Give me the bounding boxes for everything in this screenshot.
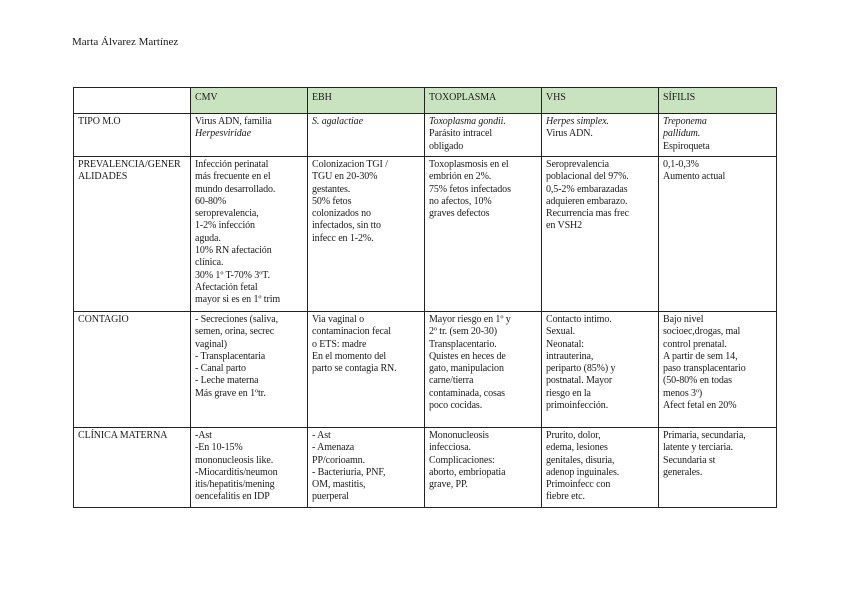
cell-prevalencia-cmv	[191, 157, 308, 312]
cell-line: Quistes en heces de	[429, 350, 506, 362]
cell-line: Contacto intimo.	[546, 314, 612, 325]
cell-line: S. agalactiae	[312, 116, 363, 127]
cell-contagio-vhs	[542, 312, 659, 428]
cell-line: Via vaginal o	[312, 314, 364, 325]
cell-line: En el momento del	[312, 350, 387, 362]
cell-line: mononucleosis like.	[195, 454, 274, 466]
cell-line: 0,5-2% embarazadas	[546, 183, 628, 195]
cell-line: menos 3º)	[663, 387, 703, 399]
cell-line: obligado	[429, 140, 464, 152]
cell-line: itis/hepatitis/mening	[195, 479, 275, 491]
cell-line: OM, mastitis,	[312, 479, 366, 491]
cell-tipo-mo-ebh	[308, 114, 425, 157]
cell-line: Mayor riesgo en 1º y	[429, 314, 511, 325]
cell-line: más frecuente en el	[195, 171, 271, 183]
cell-line: Toxoplasma gondii.	[429, 116, 506, 127]
cell-line: Secundaria st	[663, 454, 716, 466]
cell-line: Primoinfecc con	[546, 479, 611, 491]
cell-line: gestantes.	[312, 183, 351, 195]
cell-line: riesgo en la	[546, 387, 591, 399]
cell-line: 50% fetos	[312, 195, 352, 207]
cell-line: - Transplacentaria	[195, 350, 266, 362]
cell-line: pallidum.	[663, 128, 701, 140]
cell-line: -Miocarditis/neumon	[195, 466, 278, 478]
cell-tipo-mo-cmv	[191, 114, 308, 157]
cell-contagio-sifilis	[659, 312, 777, 428]
cell-line: infecc en 1-2%.	[312, 232, 374, 244]
cell-line: 1-2% infección	[195, 220, 255, 232]
cell-clinica-materna-toxoplasma	[425, 428, 542, 508]
column-header-vhs: VHS	[542, 88, 659, 114]
cell-line: Toxoplasmosis en el	[429, 159, 509, 170]
cell-line: latente y terciaria.	[663, 442, 733, 454]
cell-line: Treponema	[663, 116, 707, 127]
cell-line: postnatal. Mayor	[546, 375, 613, 387]
cell-line: - Bacteriuria, PNF,	[312, 466, 386, 478]
cell-line: - Amenaza	[312, 442, 355, 454]
cell-line: gato, manipulacion	[429, 363, 504, 375]
cell-line: generales.	[663, 466, 703, 478]
cell-line: poco cocidas.	[429, 400, 483, 412]
cell-line: TGU en 20-30%	[312, 171, 378, 183]
cell-line: Más grave en 1ºtr.	[195, 387, 266, 399]
cell-line: Neonatal:	[546, 338, 584, 350]
cell-line: embrión en 2%.	[429, 171, 492, 183]
cell-line: Virus ADN, familia	[195, 116, 272, 127]
row-header-prevalencia: PREVALENCIA/GENERALIDADES	[74, 157, 191, 312]
cell-line: fiebre etc.	[546, 491, 585, 503]
cell-line: Herpesviridae	[195, 128, 251, 140]
cell-line: infectados, sin tto	[312, 220, 381, 232]
cell-line: Sexual.	[546, 326, 576, 338]
cell-line: Virus ADN.	[546, 128, 593, 140]
header-corner-cell	[74, 88, 191, 114]
cell-line: Aumento actual	[663, 171, 726, 183]
cell-line: Herpes simplex.	[546, 116, 609, 127]
cell-line: Parásito intracel	[429, 128, 492, 140]
cell-line: semen, orina, secrec	[195, 326, 275, 338]
column-header-sifilis: SÍFILIS	[659, 88, 777, 114]
column-header-toxoplasma: TOXOPLASMA	[425, 88, 542, 114]
cell-clinica-materna-sifilis	[659, 428, 777, 508]
cell-tipo-mo-vhs	[542, 114, 659, 157]
column-header-ebh: EBH	[308, 88, 425, 114]
cell-line: colonizados no	[312, 208, 371, 220]
cell-line: 75% fetos infectados	[429, 183, 511, 195]
cell-line: adquieren embarazo.	[546, 195, 628, 207]
cell-line: - Ast	[312, 430, 331, 441]
cell-line: socioec,drogas, mal	[663, 326, 741, 338]
column-header-cmv: CMV	[191, 88, 308, 114]
cell-line: Prurito, dolor,	[546, 430, 601, 441]
cell-tipo-mo-toxoplasma	[425, 114, 542, 157]
row-header-tipo-mo: TIPO M.O	[74, 114, 191, 157]
cell-line: 60-80%	[195, 195, 227, 207]
cell-line: oencefalitis en IDP	[195, 491, 270, 503]
row-header-clinica-materna: CLÍNICA MATERNA	[74, 428, 191, 508]
cell-line: clínica.	[195, 257, 224, 269]
row-header-contagio: CONTAGIO	[74, 312, 191, 428]
cell-line: Espiroqueta	[663, 140, 710, 152]
cell-line: 30% 1º T-70% 3ºT.	[195, 269, 270, 281]
cell-line: no afectos, 10%	[429, 195, 492, 207]
cell-line: (50-80% en todas	[663, 375, 732, 387]
cell-line: genitales, disuria,	[546, 454, 615, 466]
cell-line: 10% RN afectación	[195, 245, 272, 257]
cell-line: - Secreciones (saliva,	[195, 314, 279, 325]
cell-line: poblacional del 97%.	[546, 171, 629, 183]
comparison-table	[73, 87, 777, 508]
cell-line: aborto, embriopatia	[429, 466, 506, 478]
author-name: Marta Álvarez Martínez	[72, 36, 179, 48]
cell-line: contaminada, cosas	[429, 387, 505, 399]
cell-line: - Canal parto	[195, 363, 246, 375]
cell-line: A partir de sem 14,	[663, 350, 738, 362]
cell-line: 2º tr. (sem 20-30)	[429, 326, 497, 338]
cell-clinica-materna-vhs	[542, 428, 659, 508]
cell-prevalencia-vhs	[542, 157, 659, 312]
cell-line: o ETS: madre	[312, 338, 367, 350]
table-row-contagio	[74, 312, 777, 428]
cell-line: carne/tierra	[429, 375, 474, 387]
cell-line: -En 10-15%	[195, 442, 243, 454]
cell-line: Colonizacion TGI /	[312, 159, 388, 170]
cell-line: intrauterina,	[546, 350, 594, 362]
cell-line: contaminacion fecal	[312, 326, 391, 338]
cell-line: Transplacentario.	[429, 338, 497, 350]
cell-line: seroprevalencia,	[195, 208, 259, 220]
cell-line: mayor si es en 1º trim	[195, 294, 281, 306]
cell-line: 0,1-0,3%	[663, 159, 699, 170]
cell-line: Bajo nivel	[663, 314, 704, 325]
cell-line: PP/corioamn.	[312, 454, 365, 466]
cell-line: Primaria, secundaria,	[663, 430, 746, 441]
cell-line: aguda.	[195, 232, 221, 244]
cell-line: mundo desarrollado.	[195, 183, 276, 195]
cell-line: puerperal	[312, 491, 349, 503]
cell-prevalencia-sifilis	[659, 157, 777, 312]
cell-line: -Ast	[195, 430, 212, 441]
cell-line: vaginal)	[195, 338, 227, 350]
table-row-clinica-materna	[74, 428, 777, 508]
table-row-prevalencia	[74, 157, 777, 312]
cell-line: adenop inguinales.	[546, 466, 620, 478]
cell-line: paso transplacentario	[663, 363, 746, 375]
cell-line: Seroprevalencia	[546, 159, 609, 170]
cell-line: infecciosa.	[429, 442, 471, 454]
cell-line: edema, lesiones	[546, 442, 608, 454]
header-row	[74, 88, 777, 114]
cell-clinica-materna-ebh	[308, 428, 425, 508]
cell-line: Mononucleosis	[429, 430, 489, 441]
cell-clinica-materna-cmv	[191, 428, 308, 508]
cell-line: primoinfección.	[546, 400, 609, 412]
cell-line: Infección perinatal	[195, 159, 269, 170]
cell-line: Afect fetal en 20%	[663, 400, 737, 412]
cell-line: - Leche materna	[195, 375, 259, 387]
cell-line: control prenatal.	[663, 338, 727, 350]
table-row-tipo-mo	[74, 114, 777, 157]
cell-contagio-ebh	[308, 312, 425, 428]
cell-line: Complicaciones:	[429, 454, 495, 466]
cell-tipo-mo-sifilis	[659, 114, 777, 157]
cell-contagio-cmv	[191, 312, 308, 428]
cell-contagio-toxoplasma	[425, 312, 542, 428]
cell-line: en VSH2	[546, 220, 583, 232]
cell-line: periparto (85%) y	[546, 363, 616, 375]
cell-prevalencia-ebh	[308, 157, 425, 312]
cell-line: parto se contagia RN.	[312, 363, 397, 375]
cell-line: graves defectos	[429, 208, 490, 220]
cell-line: Afectación fetal	[195, 281, 258, 293]
cell-prevalencia-toxoplasma	[425, 157, 542, 312]
cell-line: grave, PP.	[429, 479, 468, 491]
cell-line: Recurrencia mas frec	[546, 208, 629, 220]
